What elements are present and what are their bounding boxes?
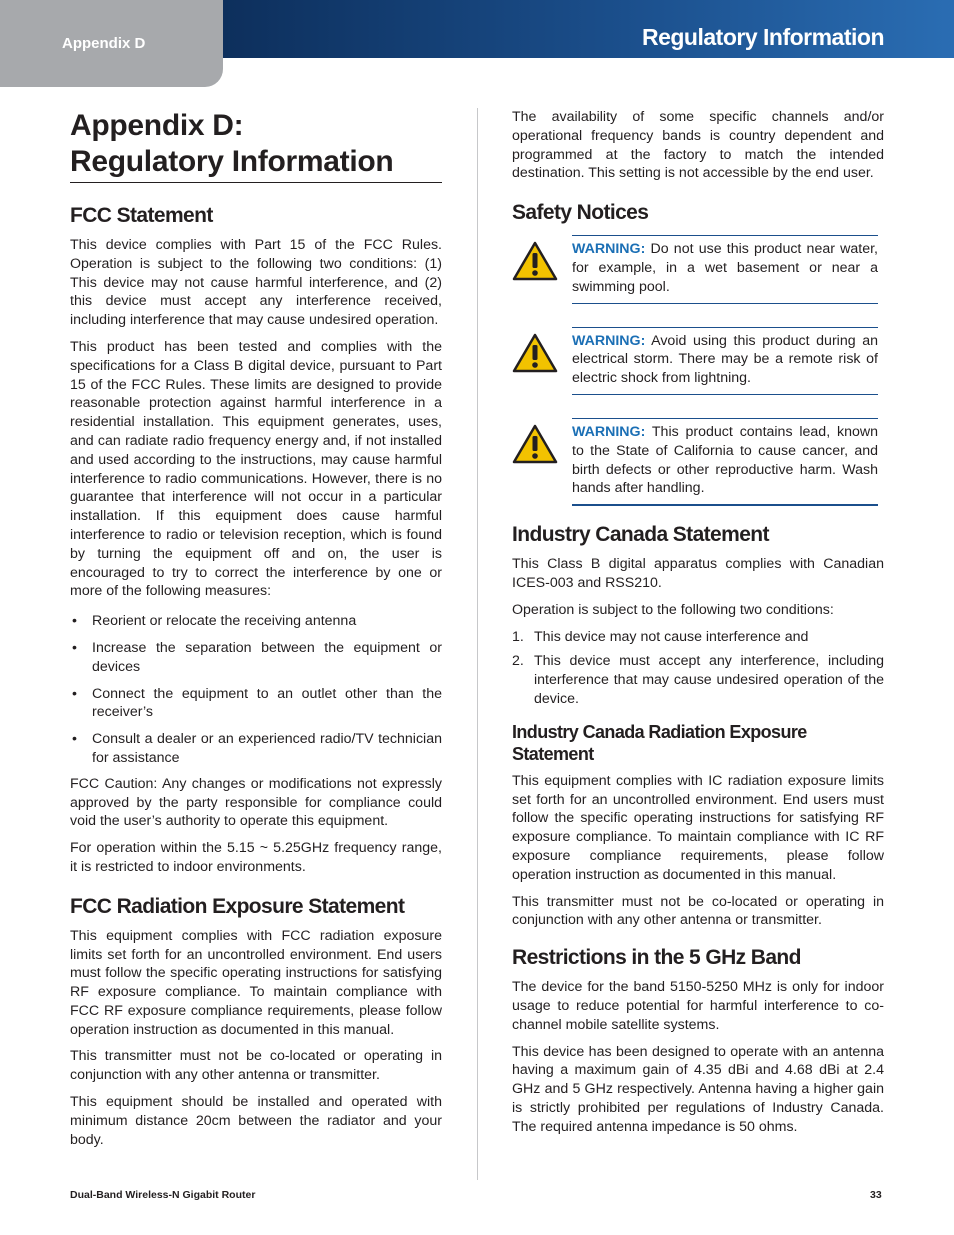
5ghz-paragraph-1: The device for the band 5150-5250 MHz is only for indoor usage to reduce potential for harmful interference to co-channel mobile satellite systems. xyxy=(512,979,884,1033)
list-text: This device must accept any interference, including interference that may cause undesired operation of the device. xyxy=(534,653,884,707)
appendix-tab xyxy=(0,0,223,87)
warning-body: This product contains lead, known to the State of California to cause cancer, and birth defects or other reproductive harm. Wash hands after handling. xyxy=(572,423,878,497)
fcc-statement-heading: FCC Statement xyxy=(70,204,213,227)
canada-radiation-paragraph-2: This transmitter must not be co-located or operating in conjunction with any other antenna or transmitter. xyxy=(512,893,884,929)
warning-rule xyxy=(572,394,878,395)
fcc-radiation-heading: FCC Radiation Exposure Statement xyxy=(70,894,405,918)
page-title-line1: Appendix D: xyxy=(70,109,244,142)
footer-product-name: Dual-Band Wireless-N Gigabit Router xyxy=(70,1189,256,1201)
fcc-paragraph-2: This product has been tested and complies with the specifications for a Class B digital device, pursuant to Part 15 of the FCC Rules. These limits are designed to provide reasonable protection against harmful interference in a residential installation. This equipment generates, uses, and can radiate radio frequency energy and, if not installed and used according to the instructions, may cause harmful interference to radio communications. However, there is no guarantee that interference will not occur in a particular installation. If this equipment does cause harmful interference to radio or television reception, which is found by turning the equipment off and on, the user is encouraged to try to correct the interference by one or more of the following measures: xyxy=(70,338,442,600)
page-title-line2: Regulatory Information xyxy=(70,145,394,178)
fcc-radiation-paragraph-2: This transmitter must not be co-located or operating in conjunction with any other antenna or transmitter. xyxy=(70,1048,442,1084)
list-text: This device may not cause interference and xyxy=(534,628,809,645)
warning-storm xyxy=(512,327,884,395)
canada-radiation-paragraph-1: This equipment complies with IC radiation exposure limits set forth for an uncontrolled environment. End users must follow the specific operating instructions for satisfying RF exposure compliance. To maintain compliance with IC RF exposure compliance requirements, please follow operation instruction as documented in this manual. xyxy=(512,772,884,883)
warning-body: Avoid using this product during an electrical storm. There may be a remote risk of electric shock from lightning. xyxy=(572,332,878,387)
list-item: • Consult a dealer or an experienced radio/TV technician for assistance xyxy=(70,730,442,768)
warning-lead xyxy=(512,418,884,506)
warning-text xyxy=(572,327,878,394)
list-item: • Connect the equipment to an outlet other than the receiver’s xyxy=(70,685,442,723)
warning-text xyxy=(572,418,878,504)
list-number: 1. xyxy=(512,628,524,645)
industry-canada-paragraph-1: This Class B digital apparatus complies with Canadian ICES-003 and RSS210. xyxy=(512,556,884,591)
5ghz-paragraph-2: This device has been designed to operate with an antenna having a maximum gain of 4.35 dBi and 4.68 dBi at 2.4 GHz and 5 GHz respectively. Antenna having a higher gain is strictly prohibited per regulations of Industry Canada. The required antenna impedance is 50 ohms. xyxy=(512,1043,884,1135)
fcc-radiation-paragraph-1: This equipment complies with FCC radiation exposure limits set forth for an uncontrolled environment. End users must follow the specific operating instructions for satisfying RF exposure compliance. To maintain compliance with FCC RF exposure compliance requirements, please follow operation instruction as documented in this manual. xyxy=(70,927,442,1038)
warning-text xyxy=(572,235,878,302)
list-item xyxy=(512,652,884,708)
fcc-radiation-paragraph-3: This equipment should be installed and operated with minimum distance 20cm between the radiator and your body. xyxy=(70,1094,442,1148)
list-item: • Increase the separation between the equipment or devices xyxy=(70,639,442,677)
warning-water xyxy=(512,235,884,303)
5ghz-restrictions-heading: Restrictions in the 5 GHz Band xyxy=(512,946,801,970)
warning-label: WARNING: xyxy=(572,332,646,349)
warning-label: WARNING: xyxy=(572,241,646,258)
warning-body: Do not use this product near water, for example, in a wet basement or near a swimming pool. xyxy=(572,241,878,295)
fcc-frequency-note: For operation within the 5.15 ~ 5.25GHz frequency range, it is restricted to indoor environments. xyxy=(70,840,442,875)
page-title xyxy=(70,108,442,183)
warning-icon xyxy=(512,424,558,464)
industry-canada-heading: Industry Canada Statement xyxy=(512,523,769,547)
column-divider xyxy=(477,108,478,1180)
warning-label: WARNING: xyxy=(572,423,646,440)
list-item xyxy=(512,628,884,647)
fcc-measures-list xyxy=(70,612,442,768)
canada-radiation-heading: Industry Canada Radiation Exposure Statement xyxy=(512,721,807,764)
section-title: Regulatory Information xyxy=(641,24,884,50)
industry-canada-paragraph-2: Operation is subject to the following two conditions: xyxy=(512,601,834,618)
left-column xyxy=(70,108,442,1149)
fcc-paragraph-1: This device complies with Part 15 of the FCC Rules. Operation is subject to the following two conditions: (1) This device may not cause harmful interference, and (2) this device must accept any interference received, including interference that may cause undesired operation. xyxy=(70,237,442,329)
section-banner xyxy=(223,0,954,58)
appendix-tab-label: Appendix D xyxy=(62,35,146,52)
warning-rule xyxy=(572,504,878,506)
right-column xyxy=(512,108,884,1136)
safety-notices-heading: Safety Notices xyxy=(512,201,649,225)
conditions-list xyxy=(512,628,884,709)
footer-page-number: 33 xyxy=(870,1189,882,1201)
warning-rule xyxy=(572,303,878,304)
warning-icon xyxy=(512,333,558,373)
fcc-caution: FCC Caution: Any changes or modifications not expressly approved by the party responsible for compliance could void the user’s authority to operate this equipment. xyxy=(70,775,442,830)
warning-icon xyxy=(512,241,558,281)
availability-paragraph: The availability of some specific channels and/or operational frequency bands is country dependent and programmed at the factory to match the intended destination. This setting is not accessible by the end user. xyxy=(512,109,884,182)
list-number: 2. xyxy=(512,653,524,670)
list-item: • Reorient or relocate the receiving antenna xyxy=(70,612,442,631)
